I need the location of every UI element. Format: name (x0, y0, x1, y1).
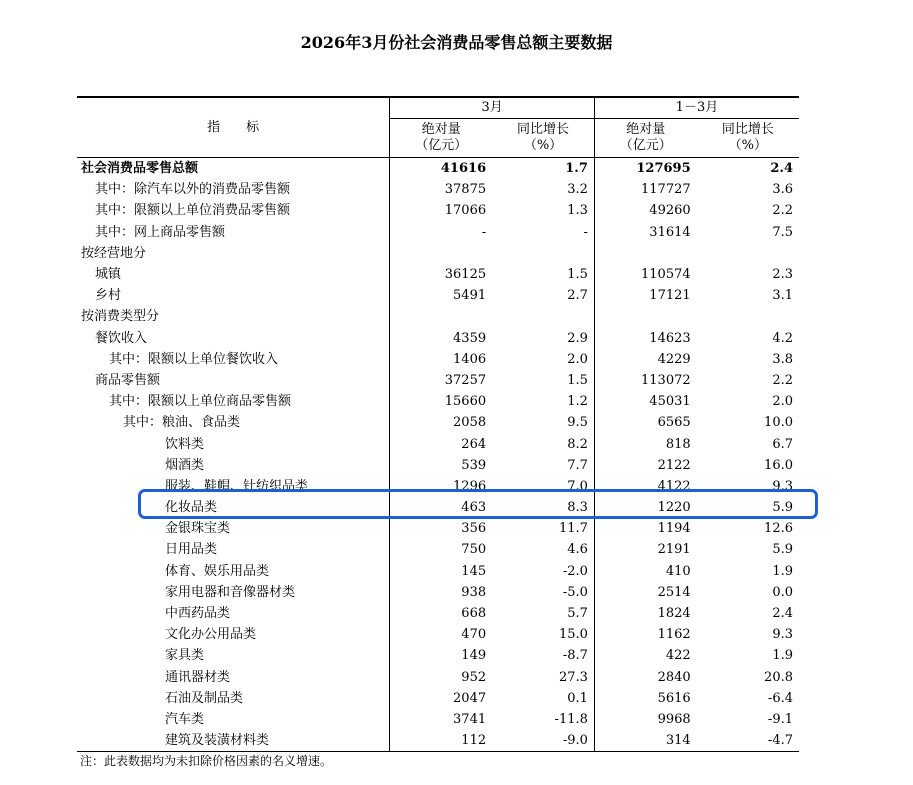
ytd-abs-value: 1220 (594, 497, 696, 518)
march-yoy-value (492, 306, 594, 327)
ytd-yoy-value: 3.1 (772, 288, 793, 304)
ytd-yoy-value: 0.0 (772, 584, 793, 600)
march-abs-value: 17066 (390, 200, 492, 221)
ytd-abs-value: 818 (594, 433, 696, 454)
march-yoy-value: 7.7 (567, 457, 588, 473)
row-label: 日用品类 (165, 542, 218, 558)
ytd-abs-value: 422 (594, 645, 696, 666)
march-yoy-value: 8.3 (567, 500, 588, 516)
march-abs-value: 1296 (390, 476, 492, 497)
ytd-abs-value: 4229 (594, 349, 696, 370)
row-label: 其中：限额以上单位消费品零售额 (95, 203, 291, 219)
row-label: 餐饮收入 (95, 330, 148, 346)
ytd-abs-value: 6565 (594, 412, 696, 433)
ytd-abs-value: 45031 (594, 391, 696, 412)
table-row (77, 200, 799, 221)
ytd-abs-value: 49260 (594, 200, 696, 221)
ytd-yoy-value: -9.1 (767, 711, 793, 727)
march-abs-value: 145 (390, 561, 492, 582)
table-row (77, 264, 799, 285)
row-label: 乡村 (95, 288, 122, 304)
row-label: 商品零售额 (95, 372, 161, 388)
table-row (77, 730, 799, 752)
march-yoy-value: 11.7 (558, 521, 588, 537)
ytd-abs-value: 1162 (594, 624, 696, 645)
table-row (77, 539, 799, 560)
ytd-yoy-value: 1.9 (772, 563, 793, 579)
table-row (77, 328, 799, 349)
row-label: 其中：限额以上单位商品零售额 (109, 394, 292, 410)
ytd-yoy-value: 9.3 (772, 478, 793, 494)
march-abs-value: 149 (390, 645, 492, 666)
row-label: 其中：粮油、食品类 (123, 415, 241, 431)
table-row (77, 603, 799, 624)
march-abs-header: 绝对量 （亿元） (390, 119, 492, 158)
table-row (77, 709, 799, 730)
ytd-abs-value: 5616 (594, 688, 696, 709)
march-yoy-value: 1.2 (567, 394, 588, 410)
march-abs-value: 463 (390, 497, 492, 518)
table-row (77, 158, 799, 180)
march-yoy-value: -8.7 (562, 648, 588, 664)
row-label: 饮料类 (165, 436, 205, 452)
row-label: 城镇 (95, 267, 122, 283)
ytd-yoy-value: 2.3 (772, 267, 793, 283)
table-body (77, 158, 799, 752)
table-row (77, 645, 799, 666)
row-label: 石油及制品类 (165, 690, 244, 706)
ytd-abs-value: 4122 (594, 476, 696, 497)
march-yoy-value: 1.5 (567, 267, 588, 283)
march-abs-value (390, 306, 492, 327)
march-abs-value: 36125 (390, 264, 492, 285)
march-abs-value: 952 (390, 667, 492, 688)
march-yoy-value: 1.5 (567, 372, 588, 388)
row-label: 社会消费品零售总额 (81, 161, 199, 177)
row-label: 按经营地分 (81, 245, 147, 261)
period-march-header: 3月 (390, 97, 595, 119)
ytd-abs-value: 1194 (594, 518, 696, 539)
march-yoy-value: 1.7 (565, 161, 588, 177)
row-label: 通讯器材类 (165, 669, 231, 685)
ytd-abs-value: 314 (594, 730, 696, 752)
period-ytd-header: 1－3月 (594, 97, 799, 119)
table-row (77, 306, 799, 327)
row-label: 按消费类型分 (81, 309, 160, 325)
table-row (77, 391, 799, 412)
march-abs-value: 37875 (390, 179, 492, 200)
row-label: 汽车类 (165, 711, 205, 727)
indicator-header: 指 标 (77, 97, 390, 158)
ytd-abs-value: 17121 (594, 285, 696, 306)
march-abs-value: 938 (390, 582, 492, 603)
table-row (77, 433, 799, 454)
ytd-yoy-value: 3.6 (772, 182, 793, 198)
ytd-yoy-value: 7.5 (772, 224, 793, 240)
march-abs-value: 3741 (390, 709, 492, 730)
march-abs-value: 2047 (390, 688, 492, 709)
table-row (77, 179, 799, 200)
row-label: 中西药品类 (165, 606, 231, 622)
row-label: 其中：网上商品零售额 (95, 224, 226, 240)
ytd-abs-value: 2122 (594, 455, 696, 476)
march-yoy-value: 3.2 (567, 182, 588, 198)
table-row (77, 412, 799, 433)
ytd-yoy-value: 2.4 (770, 161, 793, 177)
row-label: 服装、鞋帽、针纺织品类 (165, 478, 309, 494)
table-row (77, 285, 799, 306)
ytd-yoy-value: 5.9 (772, 500, 793, 516)
ytd-yoy-value: 5.9 (772, 542, 793, 558)
ytd-abs-value: 410 (594, 561, 696, 582)
march-abs-value: 750 (390, 539, 492, 560)
retail-sales-table (77, 96, 799, 752)
march-yoy-value: 7.0 (567, 478, 588, 494)
march-yoy-value: 2.9 (567, 330, 588, 346)
ytd-yoy-value: 2.0 (772, 394, 793, 410)
ytd-yoy-value: 2.2 (772, 372, 793, 388)
table-row (77, 518, 799, 539)
march-yoy-value: -9.0 (492, 730, 594, 752)
march-abs-value: 356 (390, 518, 492, 539)
march-yoy-value: -11.8 (554, 711, 588, 727)
ytd-yoy-value: -6.4 (767, 690, 793, 706)
march-yoy-value: -5.0 (562, 584, 588, 600)
row-label: 化妆品类 (165, 500, 218, 516)
march-yoy-value: 9.5 (567, 415, 588, 431)
footnote: 注：此表数据均为未扣除价格因素的名义增速。 (80, 754, 333, 768)
ytd-yoy-value: 2.2 (772, 203, 793, 219)
ytd-yoy-header: 同比增长 （%） (697, 119, 799, 158)
march-abs-value: 264 (390, 433, 492, 454)
highlight-box (138, 489, 818, 519)
ytd-yoy-value (697, 306, 799, 327)
march-abs-value: 4359 (390, 328, 492, 349)
march-yoy-value: 2.7 (567, 288, 588, 304)
march-abs-value (390, 243, 492, 264)
ytd-yoy-value: 1.9 (772, 648, 793, 664)
march-yoy-header: 同比增长 （%） (492, 119, 594, 158)
march-yoy-value: 8.2 (567, 436, 588, 452)
page-title: 2026年3月份社会消费品零售总额主要数据 (300, 33, 613, 52)
march-abs-value: - (390, 222, 492, 243)
ytd-yoy-value: 2.4 (772, 606, 793, 622)
table-row (77, 243, 799, 264)
ytd-yoy-value: 20.8 (764, 669, 793, 685)
ytd-abs-value: 127695 (594, 158, 696, 180)
table-row (77, 667, 799, 688)
march-yoy-value: 2.0 (567, 351, 588, 367)
ytd-abs-value: 113072 (594, 370, 696, 391)
row-label: 其中：除汽车以外的消费品零售额 (95, 182, 291, 198)
table-row (77, 349, 799, 370)
ytd-abs-header: 绝对量 （亿元） (594, 119, 696, 158)
ytd-yoy-value: 6.7 (772, 436, 793, 452)
table-row (77, 455, 799, 476)
march-yoy-value: 15.0 (558, 627, 588, 643)
row-label: 体育、娱乐用品类 (165, 563, 270, 579)
march-yoy-value: - (583, 224, 588, 240)
march-yoy-value: -2.0 (562, 563, 588, 579)
table-row (77, 582, 799, 603)
table-row (77, 624, 799, 645)
march-yoy-value: 1.3 (567, 203, 588, 219)
march-abs-value: 41616 (390, 158, 492, 180)
march-yoy-value: 0.1 (567, 690, 588, 706)
march-abs-value: 112 (390, 730, 492, 752)
table-row (77, 561, 799, 582)
ytd-abs-value (594, 306, 696, 327)
ytd-abs-value: 110574 (594, 264, 696, 285)
ytd-yoy-value (697, 243, 799, 264)
ytd-abs-value: 2514 (594, 582, 696, 603)
ytd-abs-value: 1824 (594, 603, 696, 624)
row-label: 家用电器和音像器材类 (165, 584, 296, 600)
march-abs-value: 15660 (390, 391, 492, 412)
ytd-abs-value: 2840 (594, 667, 696, 688)
row-label: 金银珠宝类 (165, 521, 231, 537)
ytd-abs-value (594, 243, 696, 264)
ytd-yoy-value: 16.0 (764, 457, 793, 473)
march-yoy-value (492, 243, 594, 264)
march-abs-value: 668 (390, 603, 492, 624)
march-yoy-value: 5.7 (567, 606, 588, 622)
ytd-yoy-value: 9.3 (772, 627, 793, 643)
row-label: 文化办公用品类 (165, 627, 257, 643)
row-label: 建筑及装潢材料类 (77, 730, 390, 752)
ytd-yoy-value: 3.8 (772, 351, 793, 367)
march-abs-value: 470 (390, 624, 492, 645)
march-abs-value: 539 (390, 455, 492, 476)
table-row (77, 222, 799, 243)
march-abs-value: 1406 (390, 349, 492, 370)
march-abs-value: 2058 (390, 412, 492, 433)
ytd-abs-value: 9968 (594, 709, 696, 730)
ytd-abs-value: 2191 (594, 539, 696, 560)
table-row (77, 370, 799, 391)
table-row (77, 688, 799, 709)
row-label: 其中：限额以上单位餐饮收入 (109, 351, 279, 367)
row-label: 烟酒类 (165, 457, 205, 473)
march-yoy-value: 4.6 (567, 542, 588, 558)
march-abs-value: 5491 (390, 285, 492, 306)
ytd-abs-value: 14623 (594, 328, 696, 349)
ytd-abs-value: 117727 (594, 179, 696, 200)
ytd-abs-value: 31614 (594, 222, 696, 243)
ytd-yoy-value: 4.2 (772, 330, 793, 346)
ytd-yoy-value: -4.7 (697, 730, 799, 752)
march-abs-value: 37257 (390, 370, 492, 391)
march-yoy-value: 27.3 (558, 669, 588, 685)
ytd-yoy-value: 10.0 (764, 415, 793, 431)
ytd-yoy-value: 12.6 (764, 521, 793, 537)
row-label: 家具类 (165, 648, 205, 664)
